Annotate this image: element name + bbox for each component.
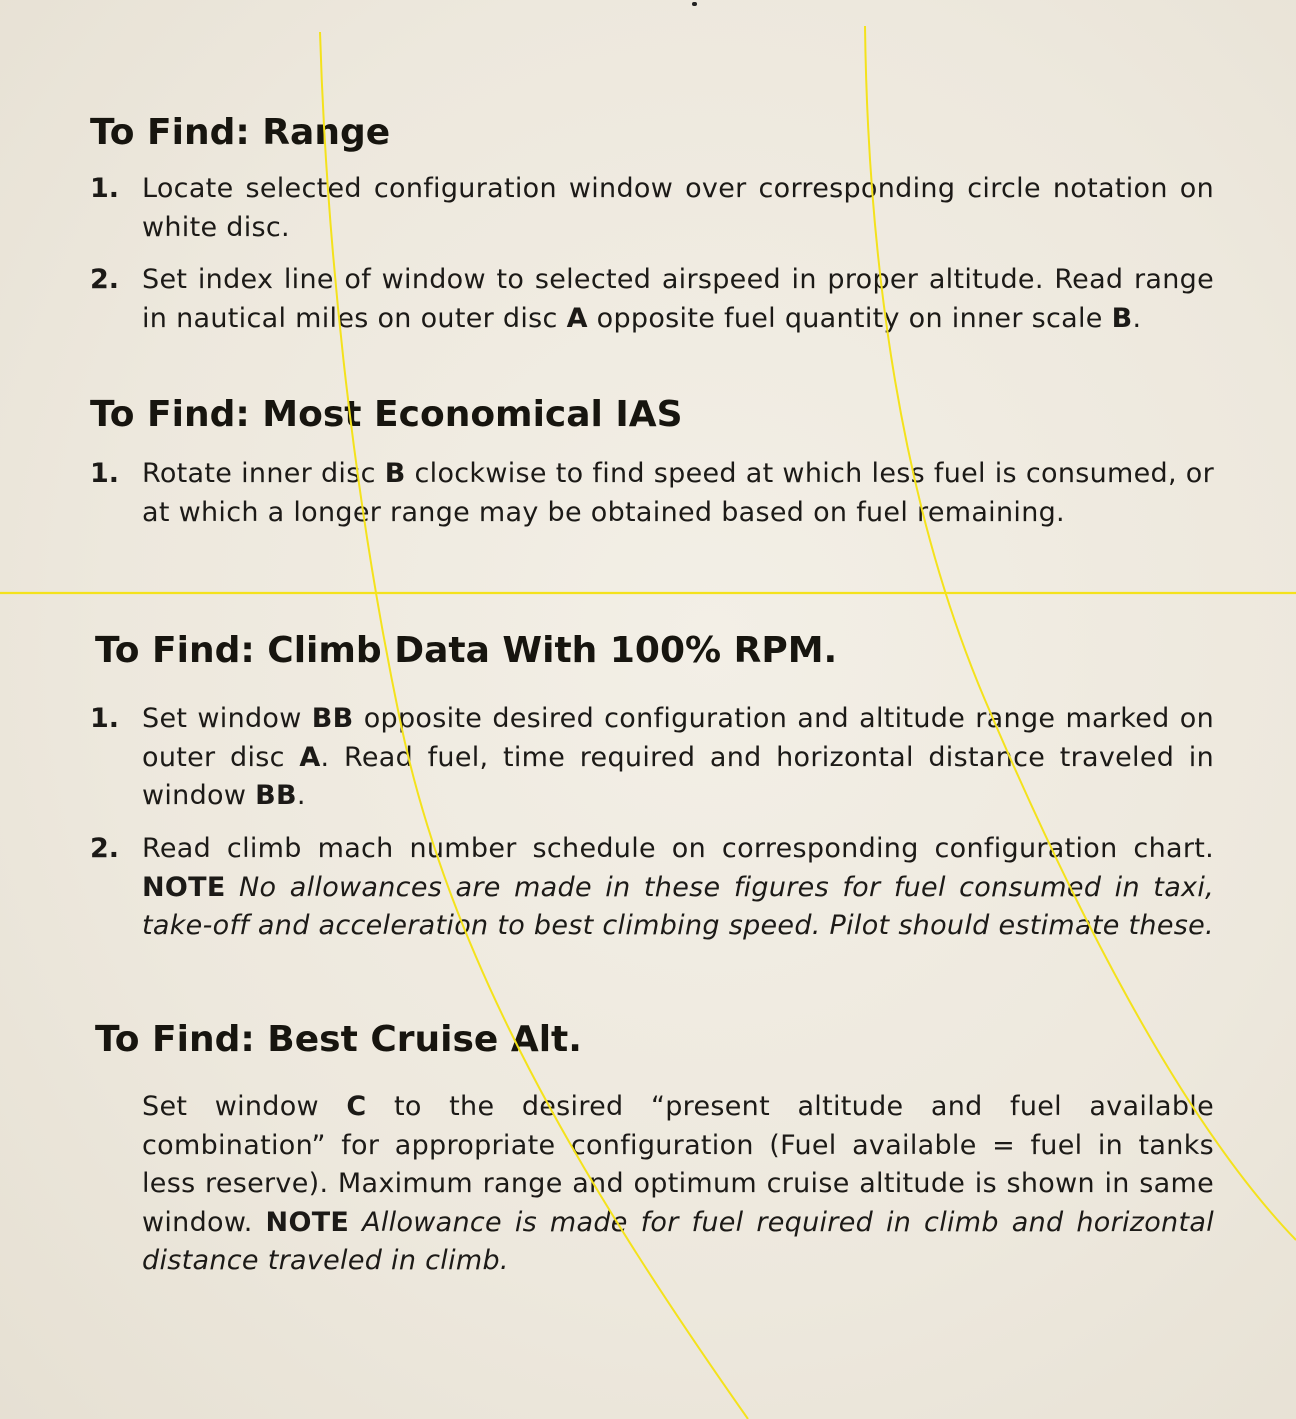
- heading-climb: To Find: Climb Data With 100% RPM.: [95, 630, 838, 671]
- item-number: 1.: [90, 458, 120, 489]
- heading-economical: To Find: Most Economical IAS: [90, 394, 683, 435]
- item-number: 1.: [90, 173, 120, 204]
- heading-range: To Find: Range: [90, 112, 391, 153]
- item-number: 2.: [90, 264, 120, 295]
- item-text: Locate selected configuration window over corresponding circle notation on white disc.: [142, 173, 1214, 243]
- item-text: Set index line of window to selected airspeed in proper altitude. Read range in nautical miles on outer disc A opposite fuel quantity on inner scale B.: [142, 264, 1214, 334]
- item-text: Set window BB opposite desired configuration and altitude range marked on outer disc A. Read fuel, time required and horizontal distance traveled in window BB.: [142, 703, 1214, 811]
- ink-dot: [692, 2, 697, 6]
- item-text: Read climb mach number schedule on corresponding configuration chart. NOTE No allowances are made in these figures for fuel consumed in taxi, take-off and acceleration to best climbing speed. Pilot should estimate these.: [142, 833, 1214, 941]
- heading-cruise: To Find: Best Cruise Alt.: [95, 1019, 582, 1060]
- item-number: 1.: [90, 703, 120, 734]
- item-number: 2.: [90, 833, 120, 864]
- item-text: Rotate inner disc B clockwise to find speed at which less fuel is consumed, or at which a longer range may be obtained based on fuel remaining.: [142, 458, 1214, 528]
- cruise-text: Set window C to the desired “present altitude and fuel available combination” for appropriate configuration (Fuel available = fuel in tanks less reserve). Maximum range and optimum cruise altitude is shown in same window. NOTE Allowance is made for fuel required in climb and horizontal distance traveled in climb.: [142, 1091, 1215, 1276]
